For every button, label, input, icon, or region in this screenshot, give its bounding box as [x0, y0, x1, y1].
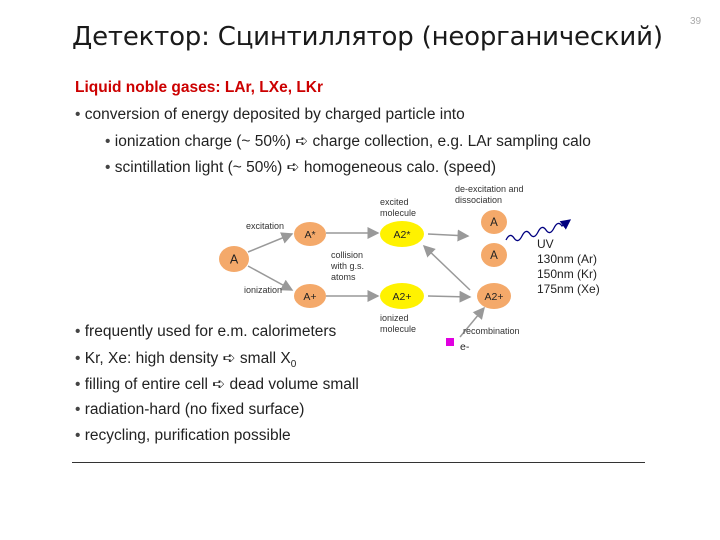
label-collision-l1: collision: [331, 250, 364, 260]
bullet-text: radiation-hard (no fixed surface): [84, 401, 305, 418]
subscript: 0: [290, 359, 297, 371]
product-atom-top-label: A: [490, 217, 498, 229]
slide-title: Детектор: Сцинтиллятор (неорганический): [72, 22, 663, 52]
electron-label: e-: [460, 341, 470, 353]
electron: [446, 338, 454, 346]
label-uv-ar: 130nm (Ar): [537, 252, 598, 266]
atom-excited-label: A*: [304, 229, 316, 241]
ionized-molecule-label: A2+: [392, 291, 412, 303]
bullet-text: frequently used for e.m. calorimeters: [84, 323, 337, 340]
label-de-excitation-l1: de-excitation and: [455, 184, 524, 194]
bullet-text: scintillation light (~ 50%) ➪ homogeneous calo. (speed): [114, 159, 497, 176]
bullet-text: ionization charge (~ 50%) ➪ charge collection, e.g. LAr sampling calo: [114, 133, 591, 150]
label-recombination: recombination: [463, 326, 520, 336]
excited-molecule-label: A2*: [393, 229, 411, 241]
ionized-molecule-right-label: A2+: [484, 291, 504, 303]
sub-bullet-item: • ionization charge (~ 50%) ➪ charge collection, e.g. LAr sampling calo: [105, 133, 591, 150]
ionized-to-a2plus-arrow: [428, 296, 470, 297]
section-heading: Liquid noble gases: LAr, LXe, LKr: [75, 79, 324, 96]
label-uv: UV: [537, 237, 554, 251]
atom-ion-label: A+: [303, 291, 317, 303]
bullet-text: recycling, purification possible: [84, 427, 291, 444]
label-ionized-molecule-l1: ionized: [380, 313, 409, 323]
label-excited-molecule-l1: excited: [380, 197, 409, 207]
label-uv-kr: 150nm (Kr): [537, 267, 598, 281]
bullet-text: filling of entire cell ➪ dead volume small: [84, 376, 359, 393]
product-atom-bottom-label: A: [490, 250, 498, 262]
page-number: 39: [690, 16, 702, 27]
label-excited-molecule-l2: molecule: [380, 208, 417, 218]
atom-a-label: A: [229, 252, 239, 267]
dissociation-arrow: [428, 234, 468, 236]
label-collision-l2: with g.s.: [331, 261, 365, 271]
bullet-item: • radiation-hard (no fixed surface): [75, 401, 305, 418]
bullet-item: • filling of entire cell ➪ dead volume small: [75, 376, 359, 393]
label-collision-l3: atoms: [331, 272, 356, 282]
bullet-text: Kr, Xe: high density ➪ small X: [84, 350, 291, 367]
bullet-item: • conversion of energy deposited by charged particle into: [75, 106, 465, 123]
bottom-divider: [72, 462, 645, 463]
sub-bullet-item: • scintillation light (~ 50%) ➪ homogeneous calo. (speed): [105, 159, 497, 176]
bullet-item: • recycling, purification possible: [75, 427, 291, 444]
recombination-back-arrow: [424, 246, 470, 290]
label-uv-xe: 175nm (Xe): [537, 282, 600, 296]
label-ionization: ionization: [244, 285, 283, 295]
excitation-arrow: [248, 234, 292, 252]
bullet-item: • frequently used for e.m. calorimeters: [75, 323, 337, 340]
bullet-text: conversion of energy deposited by charged particle into: [84, 106, 465, 123]
label-ionized-molecule-l2: molecule: [380, 324, 417, 334]
bullet-item: • Kr, Xe: high density ➪ small $X_0$: [75, 350, 297, 371]
label-excitation: excitation: [246, 221, 285, 231]
label-de-excitation-l2: dissociation: [455, 195, 503, 205]
